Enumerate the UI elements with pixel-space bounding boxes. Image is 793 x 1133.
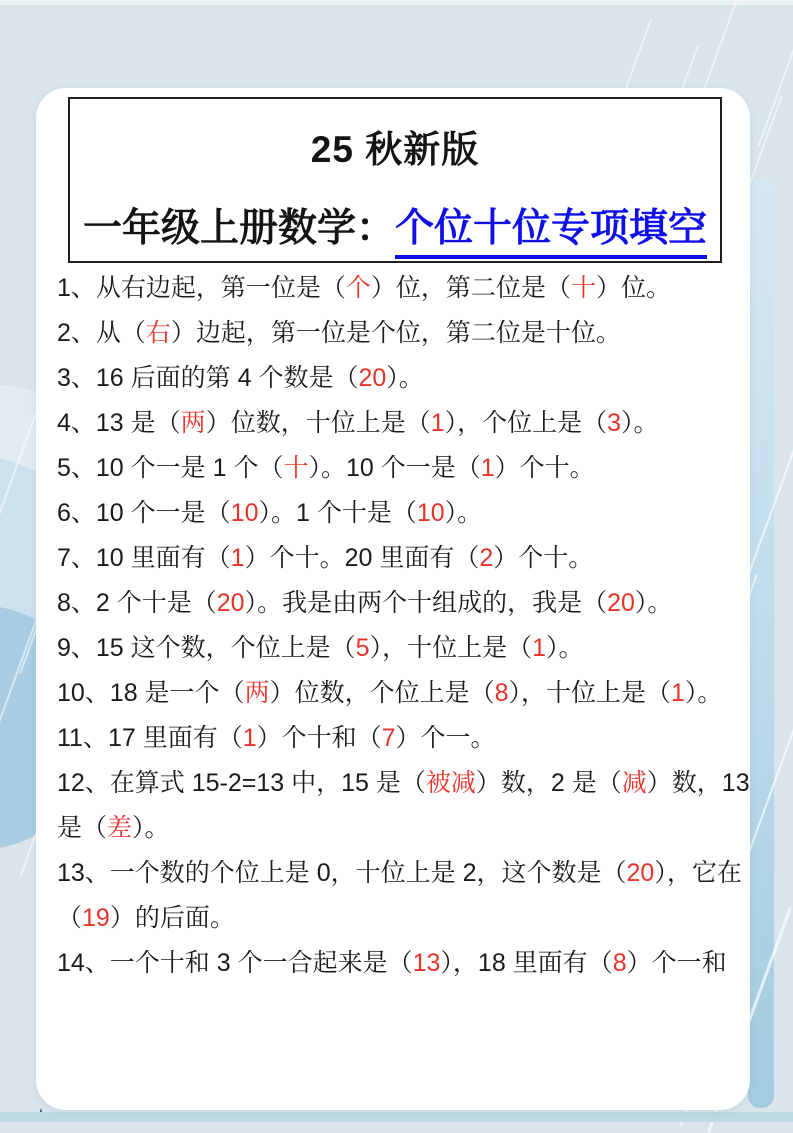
question-line <box>57 671 742 716</box>
answer-text: 减 <box>621 769 647 797</box>
title-subject: 一年级上册数学： <box>82 207 395 250</box>
question-line <box>57 851 742 896</box>
question-text: ）。 <box>621 409 659 437</box>
question-text: ）个十和（ <box>256 724 382 752</box>
question-text: 8、2 个十是（ <box>57 589 217 617</box>
question-text: ）个一。 <box>395 724 496 752</box>
question-line <box>57 581 742 626</box>
question-text: 是（ <box>57 814 108 842</box>
question-text: ）数，2 是（ <box>475 769 622 797</box>
answer-text: 20 <box>626 859 655 887</box>
answer-text: 10 <box>230 499 259 527</box>
question-text: 14、一个十和 3 个一合起来是（ <box>57 949 413 977</box>
answer-text: 1 <box>532 634 546 662</box>
answer-text: 10 <box>416 499 445 527</box>
top-edge-strip <box>0 0 793 5</box>
answer-text: 两 <box>180 409 206 437</box>
answer-text: 20 <box>358 364 387 392</box>
worksheet-card <box>36 88 750 1110</box>
question-text: ）。 <box>444 499 483 527</box>
question-line <box>57 896 742 941</box>
answer-text: 5 <box>355 634 370 662</box>
answer-text: 个 <box>345 274 371 302</box>
light-streak-decor <box>758 33 793 146</box>
question-line <box>57 311 742 356</box>
question-text: 12、在算式 15-2=13 中，15 是（ <box>57 769 426 797</box>
question-line <box>57 626 742 671</box>
answer-text: 8 <box>612 949 627 977</box>
answer-text: 差 <box>107 814 133 842</box>
question-line <box>57 716 742 761</box>
question-text: ），18 里面有（ <box>440 949 613 977</box>
answer-text: 1 <box>242 724 257 752</box>
question-text: 3、16 后面的第 4 个数是（ <box>57 364 359 392</box>
question-line <box>57 491 742 536</box>
answer-text: 7 <box>381 724 396 752</box>
question-line <box>57 446 742 491</box>
answer-text: 20 <box>216 589 245 617</box>
question-text: ）个一和 <box>626 949 727 977</box>
edition-title: 25 秋新版 <box>310 129 480 170</box>
question-text: 7、10 里面有（ <box>57 544 231 572</box>
question-text: 10、18 是一个（ <box>57 679 245 707</box>
question-text: 2、从（ <box>57 319 146 347</box>
title-box <box>68 97 722 263</box>
question-text: 5、10 个一是 1 个（ <box>57 454 284 482</box>
question-text: ）。 <box>132 814 170 842</box>
answer-text: 1 <box>430 409 445 437</box>
answer-text: 1 <box>230 544 245 572</box>
answer-text: 被减 <box>425 769 476 797</box>
question-text: 13、一个数的个位上是 0，十位上是 2，这个数是（ <box>57 859 627 887</box>
question-text: 9、15 这个数，个位上是（ <box>57 634 356 662</box>
question-text: ）。 <box>386 364 424 392</box>
question-line <box>57 266 742 311</box>
worksheet-title <box>83 197 707 259</box>
question-text: ）位，第二位是（ <box>370 274 571 302</box>
question-line <box>57 401 742 446</box>
question-line <box>57 941 742 986</box>
answer-text: 1 <box>671 679 685 707</box>
question-text: ）。 <box>634 589 673 617</box>
right-edge-band <box>748 178 774 1108</box>
question-text: 6、10 个一是（ <box>57 499 231 527</box>
question-text: ）个十。 <box>494 454 595 482</box>
question-text: ）。1 个十是（ <box>258 499 417 527</box>
answer-text: 1 <box>480 454 495 482</box>
answer-text: 13 <box>412 949 441 977</box>
question-text: ）。 <box>546 634 584 662</box>
question-text: 4、13 是（ <box>57 409 181 437</box>
question-line <box>57 761 750 806</box>
question-text: 1、从右边起，第一位是（ <box>57 274 346 302</box>
question-text: ）的后面。 <box>109 904 235 932</box>
answer-text: 20 <box>607 589 635 617</box>
question-line <box>57 536 742 581</box>
title-topic-highlight: 个位十位专项填空 <box>395 197 707 259</box>
question-text: ）个十。20 里面有（ <box>244 544 480 572</box>
question-text: ）个十。 <box>493 544 594 572</box>
answer-text: 3 <box>607 409 622 437</box>
question-text: ），十位上是（ <box>508 679 672 707</box>
question-text: ）。 <box>684 679 723 707</box>
answer-text: 十 <box>570 274 596 302</box>
answer-text: 19 <box>82 904 110 932</box>
answer-text: 十 <box>283 454 309 482</box>
question-text: ）位数，十位上是（ <box>205 409 431 437</box>
answer-text: 右 <box>145 319 171 347</box>
question-text: ）边起，第一位是个位，第二位是十位。 <box>170 319 621 347</box>
answer-text: 8 <box>494 679 509 707</box>
question-line <box>57 806 742 851</box>
question-line <box>57 356 742 401</box>
question-text: 11、17 里面有（ <box>57 724 243 752</box>
question-text: ）位。 <box>595 274 671 302</box>
question-text: ），十位上是（ <box>369 634 533 662</box>
question-text: ），它在 <box>654 859 742 887</box>
question-text: ）数，13 <box>646 769 750 797</box>
question-text: （ <box>57 904 83 932</box>
question-text: ），个位上是（ <box>444 409 608 437</box>
bottom-edge-strip <box>0 1112 793 1122</box>
question-text: ）。我是由两个十组成的，我是（ <box>244 589 608 617</box>
questions-list <box>57 266 750 986</box>
question-text: ）位数，个位上是（ <box>269 679 495 707</box>
question-text: ）。10 个一是（ <box>308 454 481 482</box>
answer-text: 两 <box>244 679 270 707</box>
answer-text: 2 <box>479 544 494 572</box>
